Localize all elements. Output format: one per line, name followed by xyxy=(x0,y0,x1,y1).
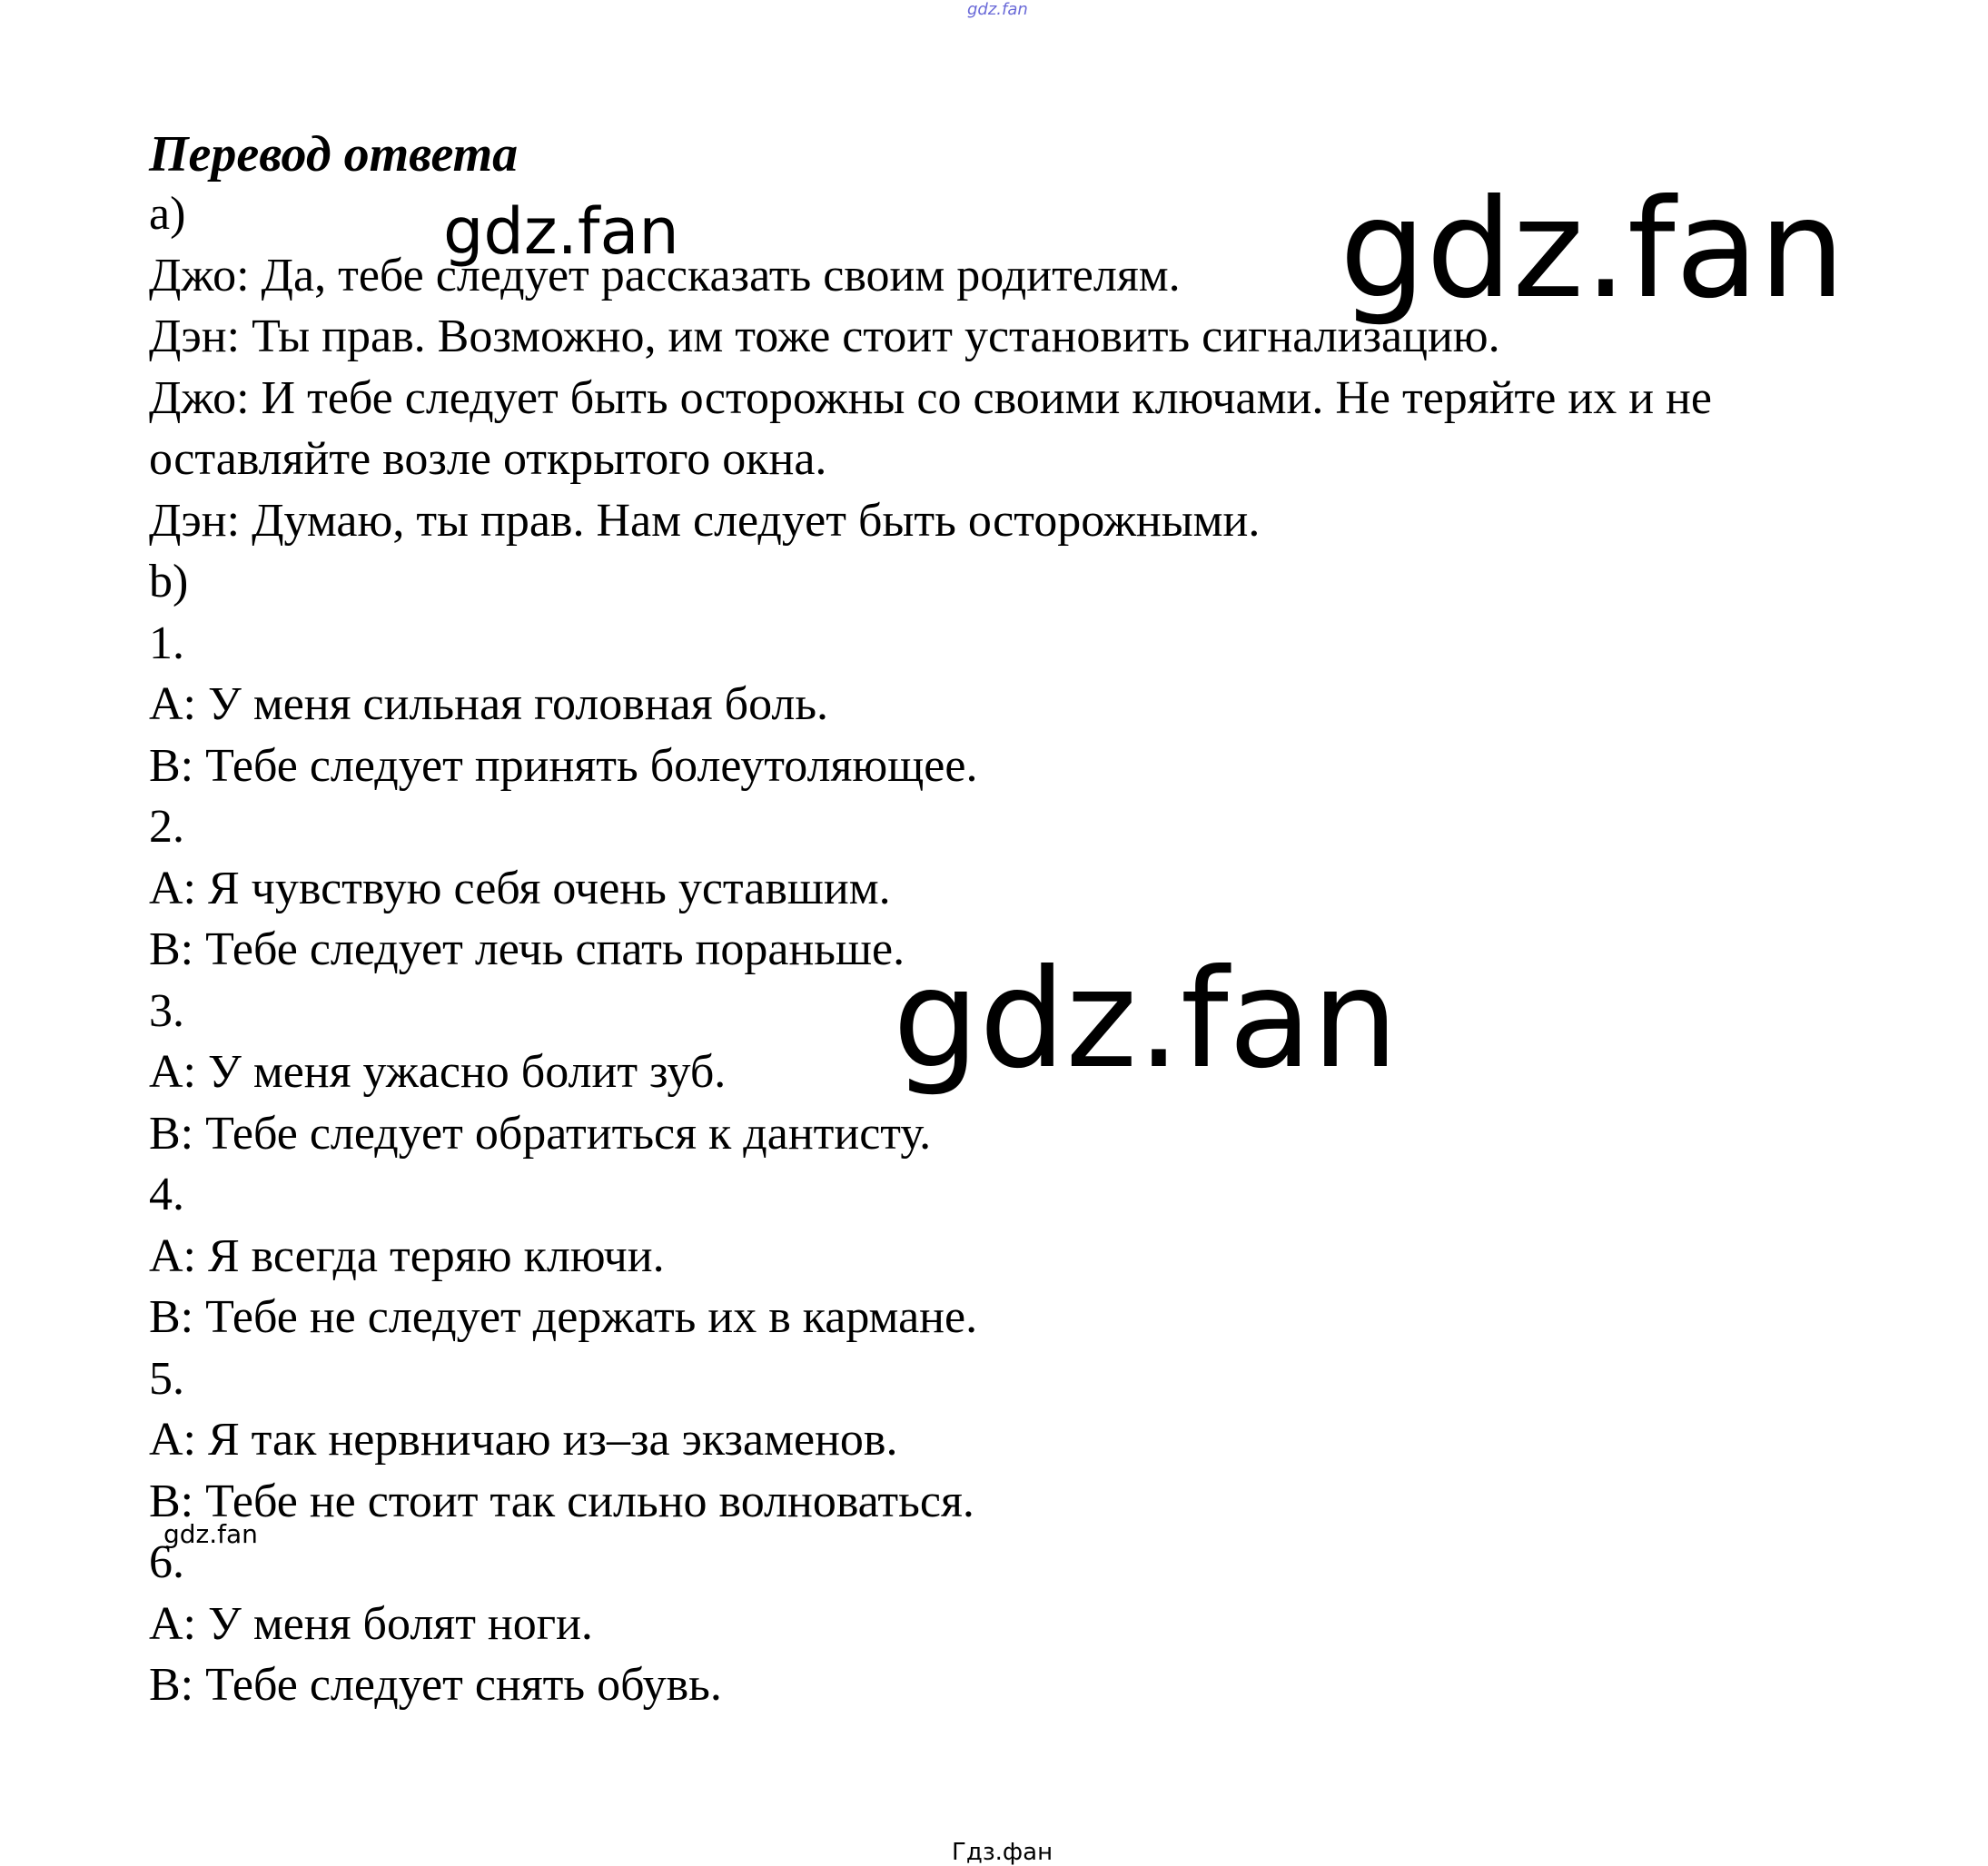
speaker-b-line: B: Тебе следует принять болеутоляющее. xyxy=(149,739,978,792)
watermark: gdz.fan xyxy=(1340,171,1845,329)
item-number: 3. xyxy=(149,984,184,1037)
speaker-b-line: B: Тебе не стоит так сильно волноваться. xyxy=(149,1475,974,1527)
top-watermark: gdz.fan xyxy=(967,0,1028,19)
speaker-a-line: A: Я так нервничаю из–за экзаменов. xyxy=(149,1414,898,1466)
watermark: gdz.fan xyxy=(893,941,1399,1099)
answer-content xyxy=(149,125,1920,1716)
part-b-label: b) xyxy=(149,556,189,607)
speaker-a-line: A: У меня болят ноги. xyxy=(149,1597,593,1650)
answer-title: Перевод ответа xyxy=(149,126,519,183)
speaker-b-line: B: Тебе следует обратиться к дантисту. xyxy=(149,1107,932,1160)
item-number: 2. xyxy=(149,801,184,853)
part-a-label: a) xyxy=(149,188,186,240)
watermark: gdz.fan xyxy=(163,1519,258,1549)
item-number: 1. xyxy=(149,617,184,669)
speaker-a-line: A: Я чувствую себя очень уставшим. xyxy=(149,862,891,914)
item-number: 5. xyxy=(149,1352,184,1405)
speaker-a-line: A: У меня сильная головная боль. xyxy=(149,678,829,730)
dialogue-line: Джо: Да, тебе следует рассказать своим родителям. xyxy=(149,249,1181,301)
speaker-a-line: A: У меня ужасно болит зуб. xyxy=(149,1046,727,1098)
dialogue-line: Дэн: Ты прав. Возможно, им тоже стоит установить сигнализацию. xyxy=(149,311,1500,362)
item-number: 4. xyxy=(149,1169,184,1220)
watermark: gdz.fan xyxy=(443,194,679,269)
page-footer: Гдз.фан xyxy=(952,1839,1053,1866)
dialogue-line: Джо: И тебе следует быть осторожны со своими ключами. Не теряйте их и не оставляйте возле открытого окна. xyxy=(149,371,1712,485)
speaker-a-line: A: Я всегда теряю ключи. xyxy=(149,1229,665,1282)
speaker-b-line: B: Тебе следует лечь спать пораньше. xyxy=(149,923,905,975)
item-number: 6. xyxy=(149,1536,184,1588)
speaker-b-line: B: Тебе следует снять обувь. xyxy=(149,1659,722,1711)
speaker-b-line: B: Тебе не следует держать их в кармане. xyxy=(149,1291,978,1343)
dialogue-line: Дэн: Думаю, ты прав. Нам следует быть осторожными. xyxy=(149,494,1261,547)
